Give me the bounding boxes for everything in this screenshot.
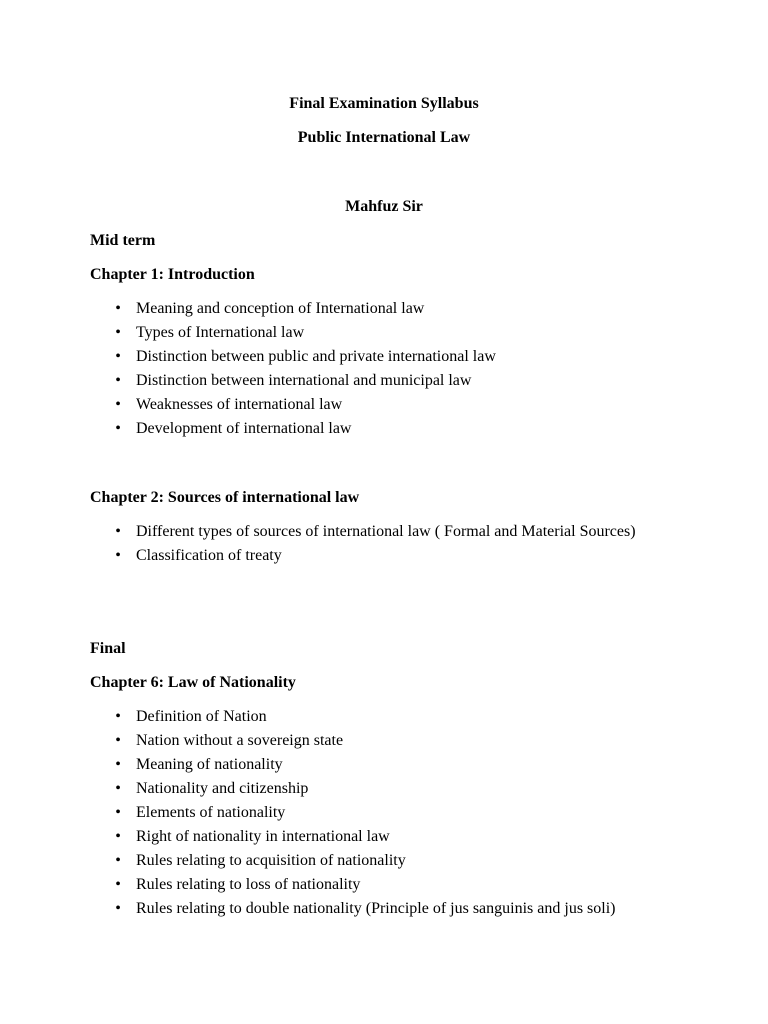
bullet-icon: •: [115, 876, 121, 893]
list-item: • Nationality and citizenship: [90, 777, 690, 801]
bullet-icon: •: [115, 300, 121, 317]
final-label: Final: [90, 640, 126, 657]
list-item: • Meaning and conception of International law: [90, 297, 690, 321]
bullet-icon: •: [115, 372, 121, 389]
bullet-icon: •: [115, 547, 121, 564]
list-item: • Development of international law: [90, 417, 690, 441]
list-item: • Definition of Nation: [90, 705, 690, 729]
list-item: • Rules relating to acquisition of nationality: [90, 849, 690, 873]
bullet-icon: •: [115, 324, 121, 341]
document-title: Final Examination Syllabus: [289, 95, 479, 112]
bullet-icon: •: [115, 708, 121, 725]
bullet-icon: •: [115, 900, 121, 917]
list-item: • Right of nationality in international law: [90, 825, 690, 849]
list-item: • Elements of nationality: [90, 801, 690, 825]
bullet-icon: •: [115, 852, 121, 869]
chapter-2-list: [90, 520, 690, 568]
bullet-icon: •: [115, 396, 121, 413]
list-item: • Weaknesses of international law: [90, 393, 690, 417]
bullet-icon: •: [115, 828, 121, 845]
chapter-6-list: [90, 705, 690, 921]
list-item: • Classification of treaty: [90, 544, 690, 568]
chapter-6-title: Chapter 6: Law of Nationality: [90, 674, 296, 691]
teacher-name: Mahfuz Sir: [345, 198, 423, 215]
chapter-1-title: Chapter 1: Introduction: [90, 266, 255, 283]
bullet-icon: •: [115, 756, 121, 773]
bullet-icon: •: [115, 348, 121, 365]
list-item: • Distinction between public and private international law: [90, 345, 690, 369]
bullet-icon: •: [115, 420, 121, 437]
bullet-icon: •: [115, 780, 121, 797]
midterm-label: Mid term: [90, 232, 156, 249]
bullet-icon: •: [115, 804, 121, 821]
list-item: • Types of International law: [90, 321, 690, 345]
bullet-icon: •: [115, 523, 121, 540]
chapter-2-title: Chapter 2: Sources of international law: [90, 489, 360, 506]
subject-title: Public International Law: [297, 129, 471, 146]
list-item: • Distinction between international and municipal law: [90, 369, 690, 393]
bullet-icon: •: [115, 732, 121, 749]
list-item: • Meaning of nationality: [90, 753, 690, 777]
list-item: • Different types of sources of international law ( Formal and Material Sources): [90, 520, 690, 544]
list-item: • Rules relating to loss of nationality: [90, 873, 690, 897]
list-item: • Nation without a sovereign state: [90, 729, 690, 753]
chapter-1-list: [90, 297, 690, 441]
list-item: • Rules relating to double nationality (Principle of jus sanguinis and jus soli): [90, 897, 690, 921]
